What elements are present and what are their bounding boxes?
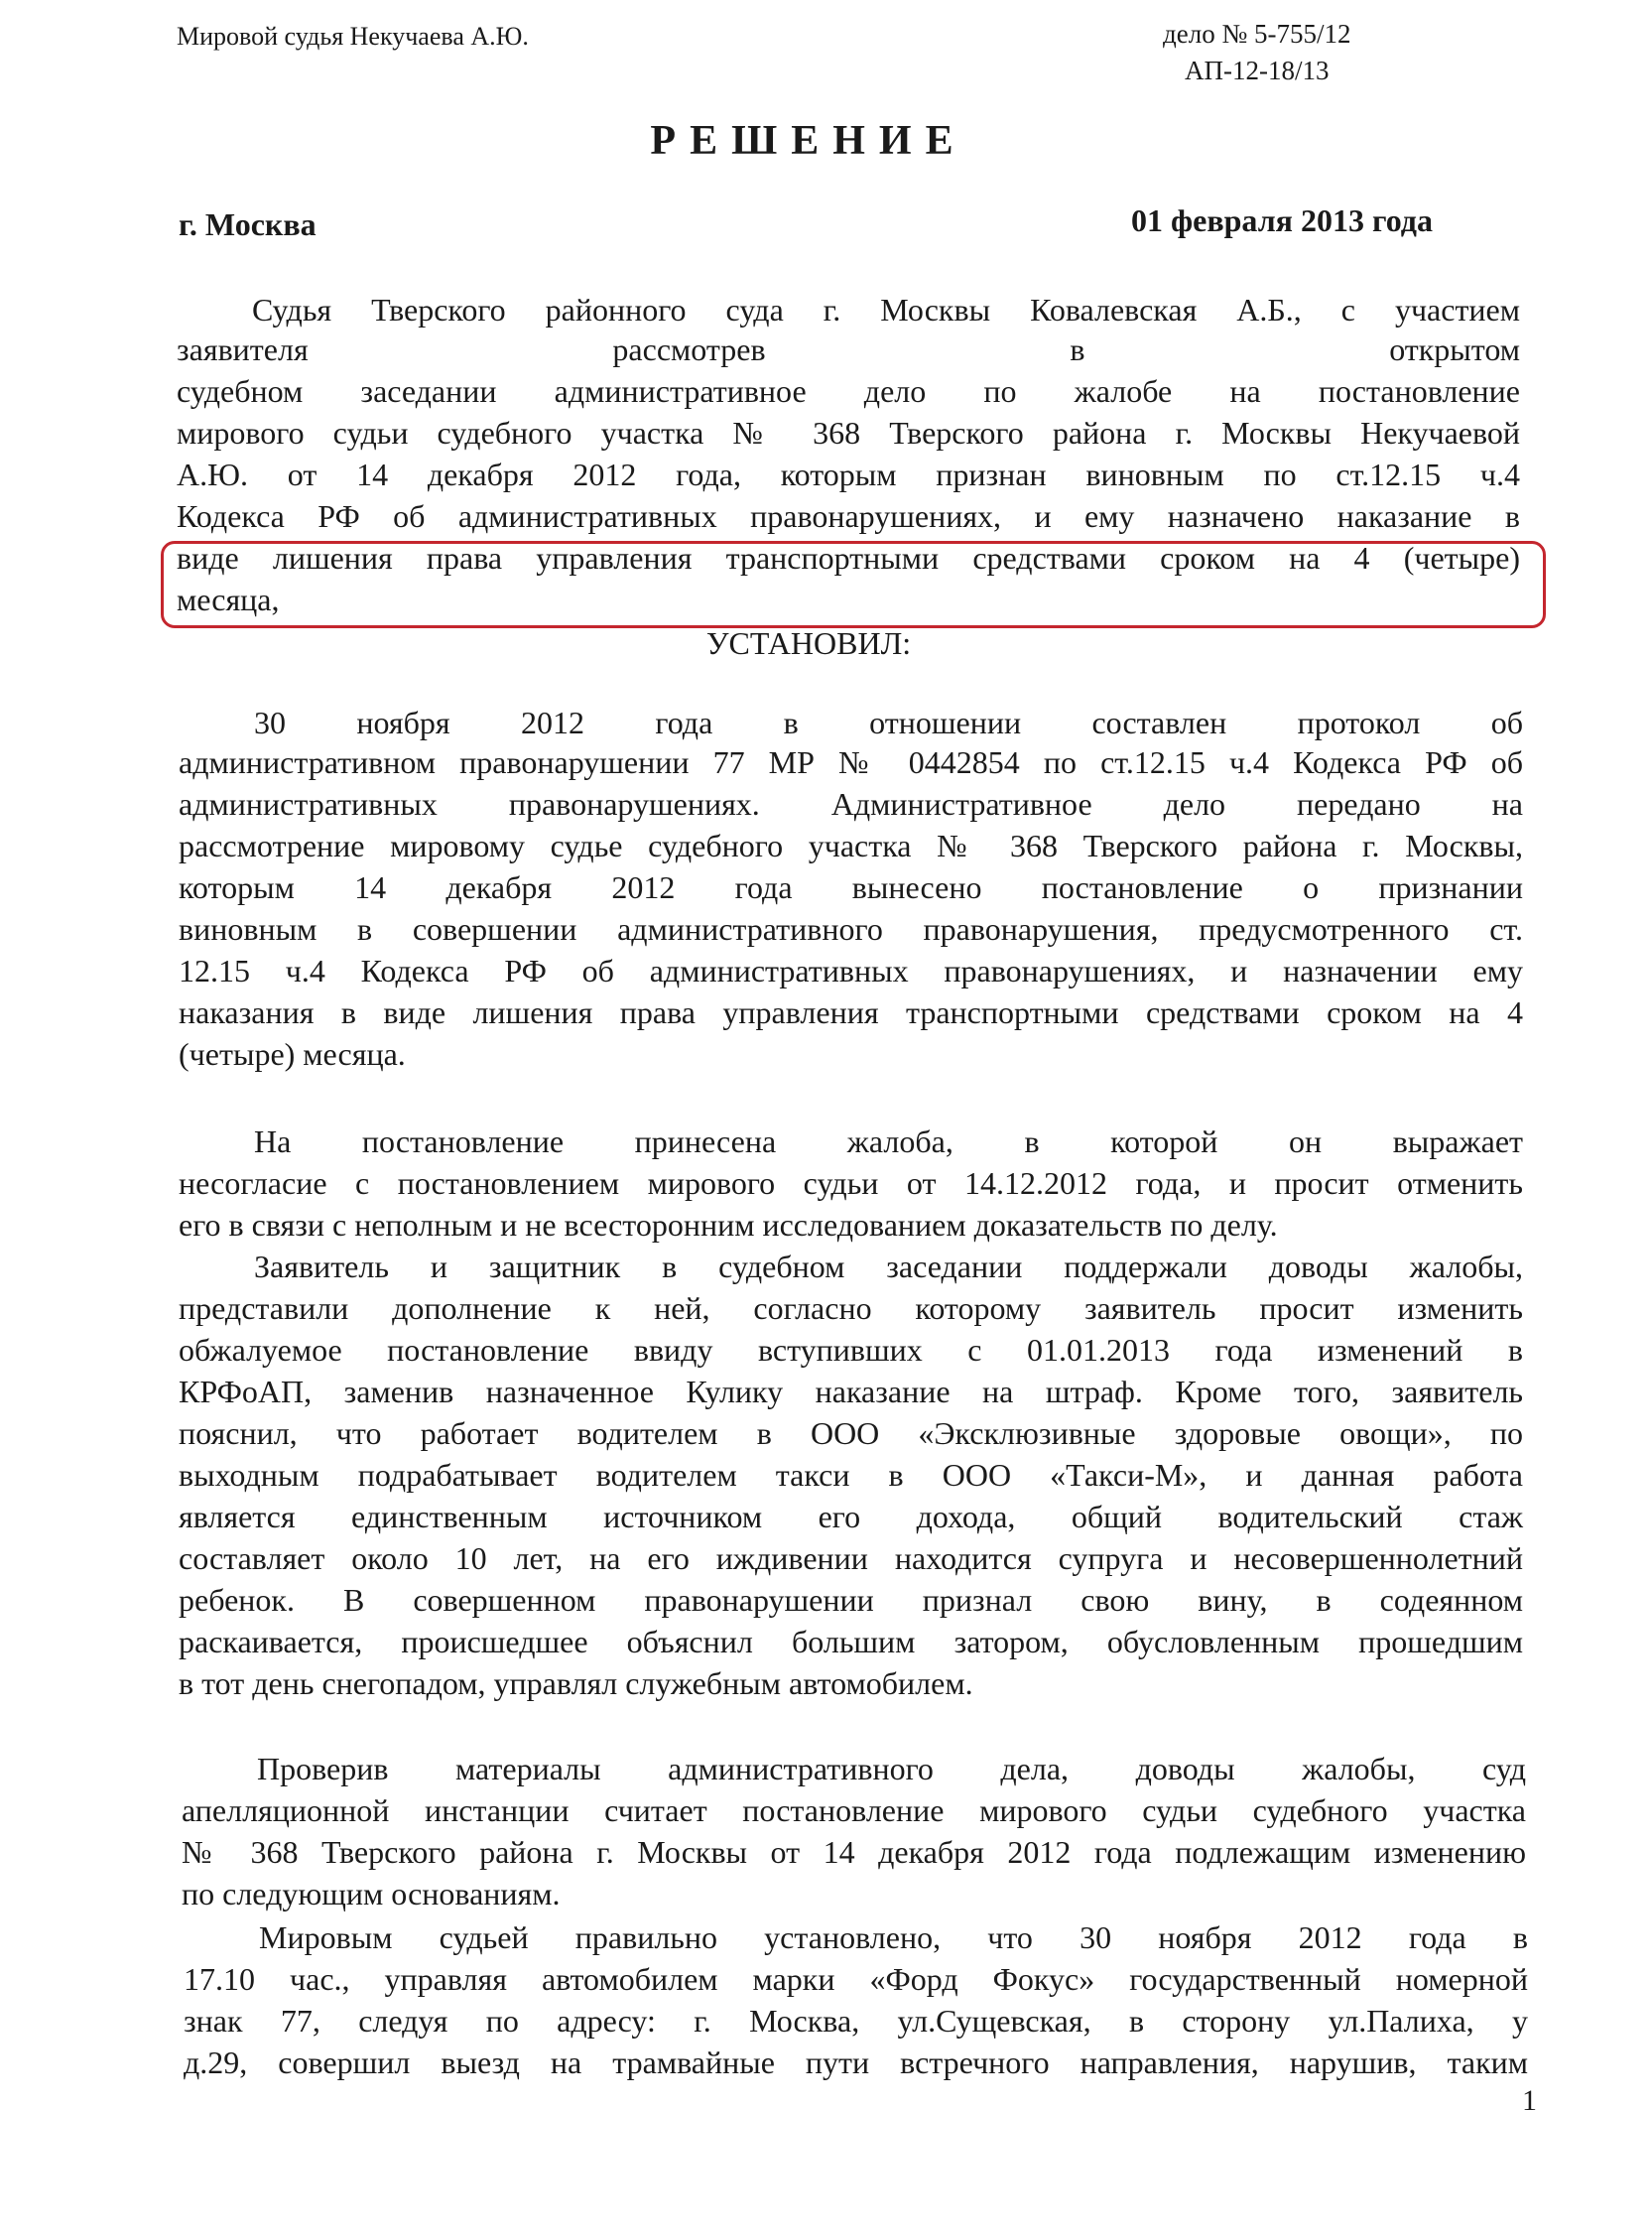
para1-line: рассмотрение мировому судье судебного участка № 368 Тверского района г. Москвы,	[179, 828, 1523, 863]
case-number-block	[1163, 16, 1350, 89]
intro-line: Кодекса РФ об административных правонарушениях, и ему назначено наказание в	[177, 498, 1520, 534]
para3-line: раскаивается, происшедшее объяснил большим затором, обусловленным прошедшим	[179, 1624, 1523, 1659]
para3-line: обжалуемое постановление ввиду вступивших с 01.01.2013 года изменений в	[179, 1332, 1523, 1368]
para4-line: по следующим основаниям.	[182, 1876, 561, 1911]
para3-line: является единственным источником его дохода, общий водительский стаж	[179, 1499, 1523, 1534]
city: г. Москва	[179, 206, 317, 242]
para3-line: в тот день снегопадом, управлял служебным автомобилем.	[179, 1665, 973, 1701]
judge-header: Мировой судья Некучаева А.Ю.	[177, 22, 529, 51]
para5-line: Мировым судьей правильно установлено, что 30 ноября 2012 года в	[259, 1919, 1528, 1955]
intro-line: месяца,	[177, 582, 280, 617]
para5-line: д.29, совершил выезд на трамвайные пути встречного направления, нарушив, таким	[184, 2044, 1528, 2080]
intro-line: мирового судьи судебного участка № 368 Тверского района г. Москвы Некучаевой	[177, 415, 1520, 451]
para1-line: административном правонарушении 77 МР № 0442854 по ст.12.15 ч.4 Кодекса РФ об	[179, 744, 1523, 780]
para3-line: выходным подрабатывает водителем такси в ООО «Такси-М», и данная работа	[179, 1457, 1523, 1493]
intro-line: судебном заседании административное дело по жалобе на постановление	[177, 373, 1520, 409]
para1-line: виновным в совершении административного правонарушения, предусмотренного ст.	[179, 911, 1523, 947]
intro-line: Судья Тверского районного суда г. Москвы Ковалевская А.Б., с участием	[252, 292, 1520, 328]
para1-line: административных правонарушениях. Административное дело передано на	[179, 786, 1523, 822]
para5-line: 17.10 час., управляя автомобилем марки «Форд Фокус» государственный номерной	[184, 1961, 1528, 1997]
para5-line: знак 77, следуя по адресу: г. Москва, ул.Сущевская, в сторону ул.Палиха, у	[184, 2003, 1528, 2039]
para2-line: несогласие с постановлением мирового судьи от 14.12.2012 года, и просит отменить	[179, 1165, 1523, 1201]
para2-line: его в связи с неполным и не всесторонним исследованием доказательств по делу.	[179, 1207, 1278, 1243]
para2-line: На постановление принесена жалоба, в которой он выражает	[254, 1123, 1523, 1159]
para1-line: 12.15 ч.4 Кодекса РФ об административных правонарушениях, и назначении ему	[179, 953, 1523, 988]
para4-line: Проверив материалы административного дела, доводы жалобы, суд	[257, 1751, 1526, 1786]
para3-line: ребенок. В совершенном правонарушении признал свою вину, в содеянном	[179, 1582, 1523, 1618]
intro-line: А.Ю. от 14 декабря 2012 года, которым признан виновным по ст.12.15 ч.4	[177, 457, 1520, 492]
appeal-number: АП-12-18/13	[1184, 56, 1330, 85]
para1-line: наказания в виде лишения права управления транспортными средствами сроком на 4	[179, 994, 1523, 1030]
intro-line: заявителя рассмотрев в открытом	[177, 331, 1520, 367]
para1-line: 30 ноября 2012 года в отношении составлен протокол об	[254, 705, 1523, 740]
para4-line: апелляционной инстанции считает постановление мирового судьи судебного участка	[182, 1792, 1526, 1828]
para4-line: № 368 Тверского района г. Москвы от 14 декабря 2012 года подлежащим изменению	[182, 1834, 1526, 1870]
para1-line: которым 14 декабря 2012 года вынесено постановление о признании	[179, 869, 1523, 905]
document-title: РЕШЕНИЕ	[650, 118, 967, 164]
para3-line: представили дополнение к ней, согласно которому заявитель просит изменить	[179, 1290, 1523, 1326]
para3-line: КРФоАП, заменив назначенное Кулику наказание на штраф. Кроме того, заявитель	[179, 1374, 1523, 1409]
document-date: 01 февраля 2013 года	[1131, 202, 1433, 238]
page-number: 1	[1522, 2084, 1537, 2117]
intro-line: виде лишения права управления транспортными средствами сроком на 4 (четыре)	[177, 540, 1520, 576]
para3-line: пояснил, что работает водителем в ООО «Эксклюзивные здоровые овощи», по	[179, 1415, 1523, 1451]
established-heading: УСТАНОВИЛ:	[705, 625, 912, 661]
para3-line: составляет около 10 лет, на его иждивении находится супруга и несовершеннолетний	[179, 1540, 1523, 1576]
para1-line: (четыре) месяца.	[179, 1036, 406, 1072]
para3-line: Заявитель и защитник в судебном заседании поддержали доводы жалобы,	[254, 1249, 1523, 1284]
case-number: дело № 5-755/12	[1163, 19, 1351, 49]
